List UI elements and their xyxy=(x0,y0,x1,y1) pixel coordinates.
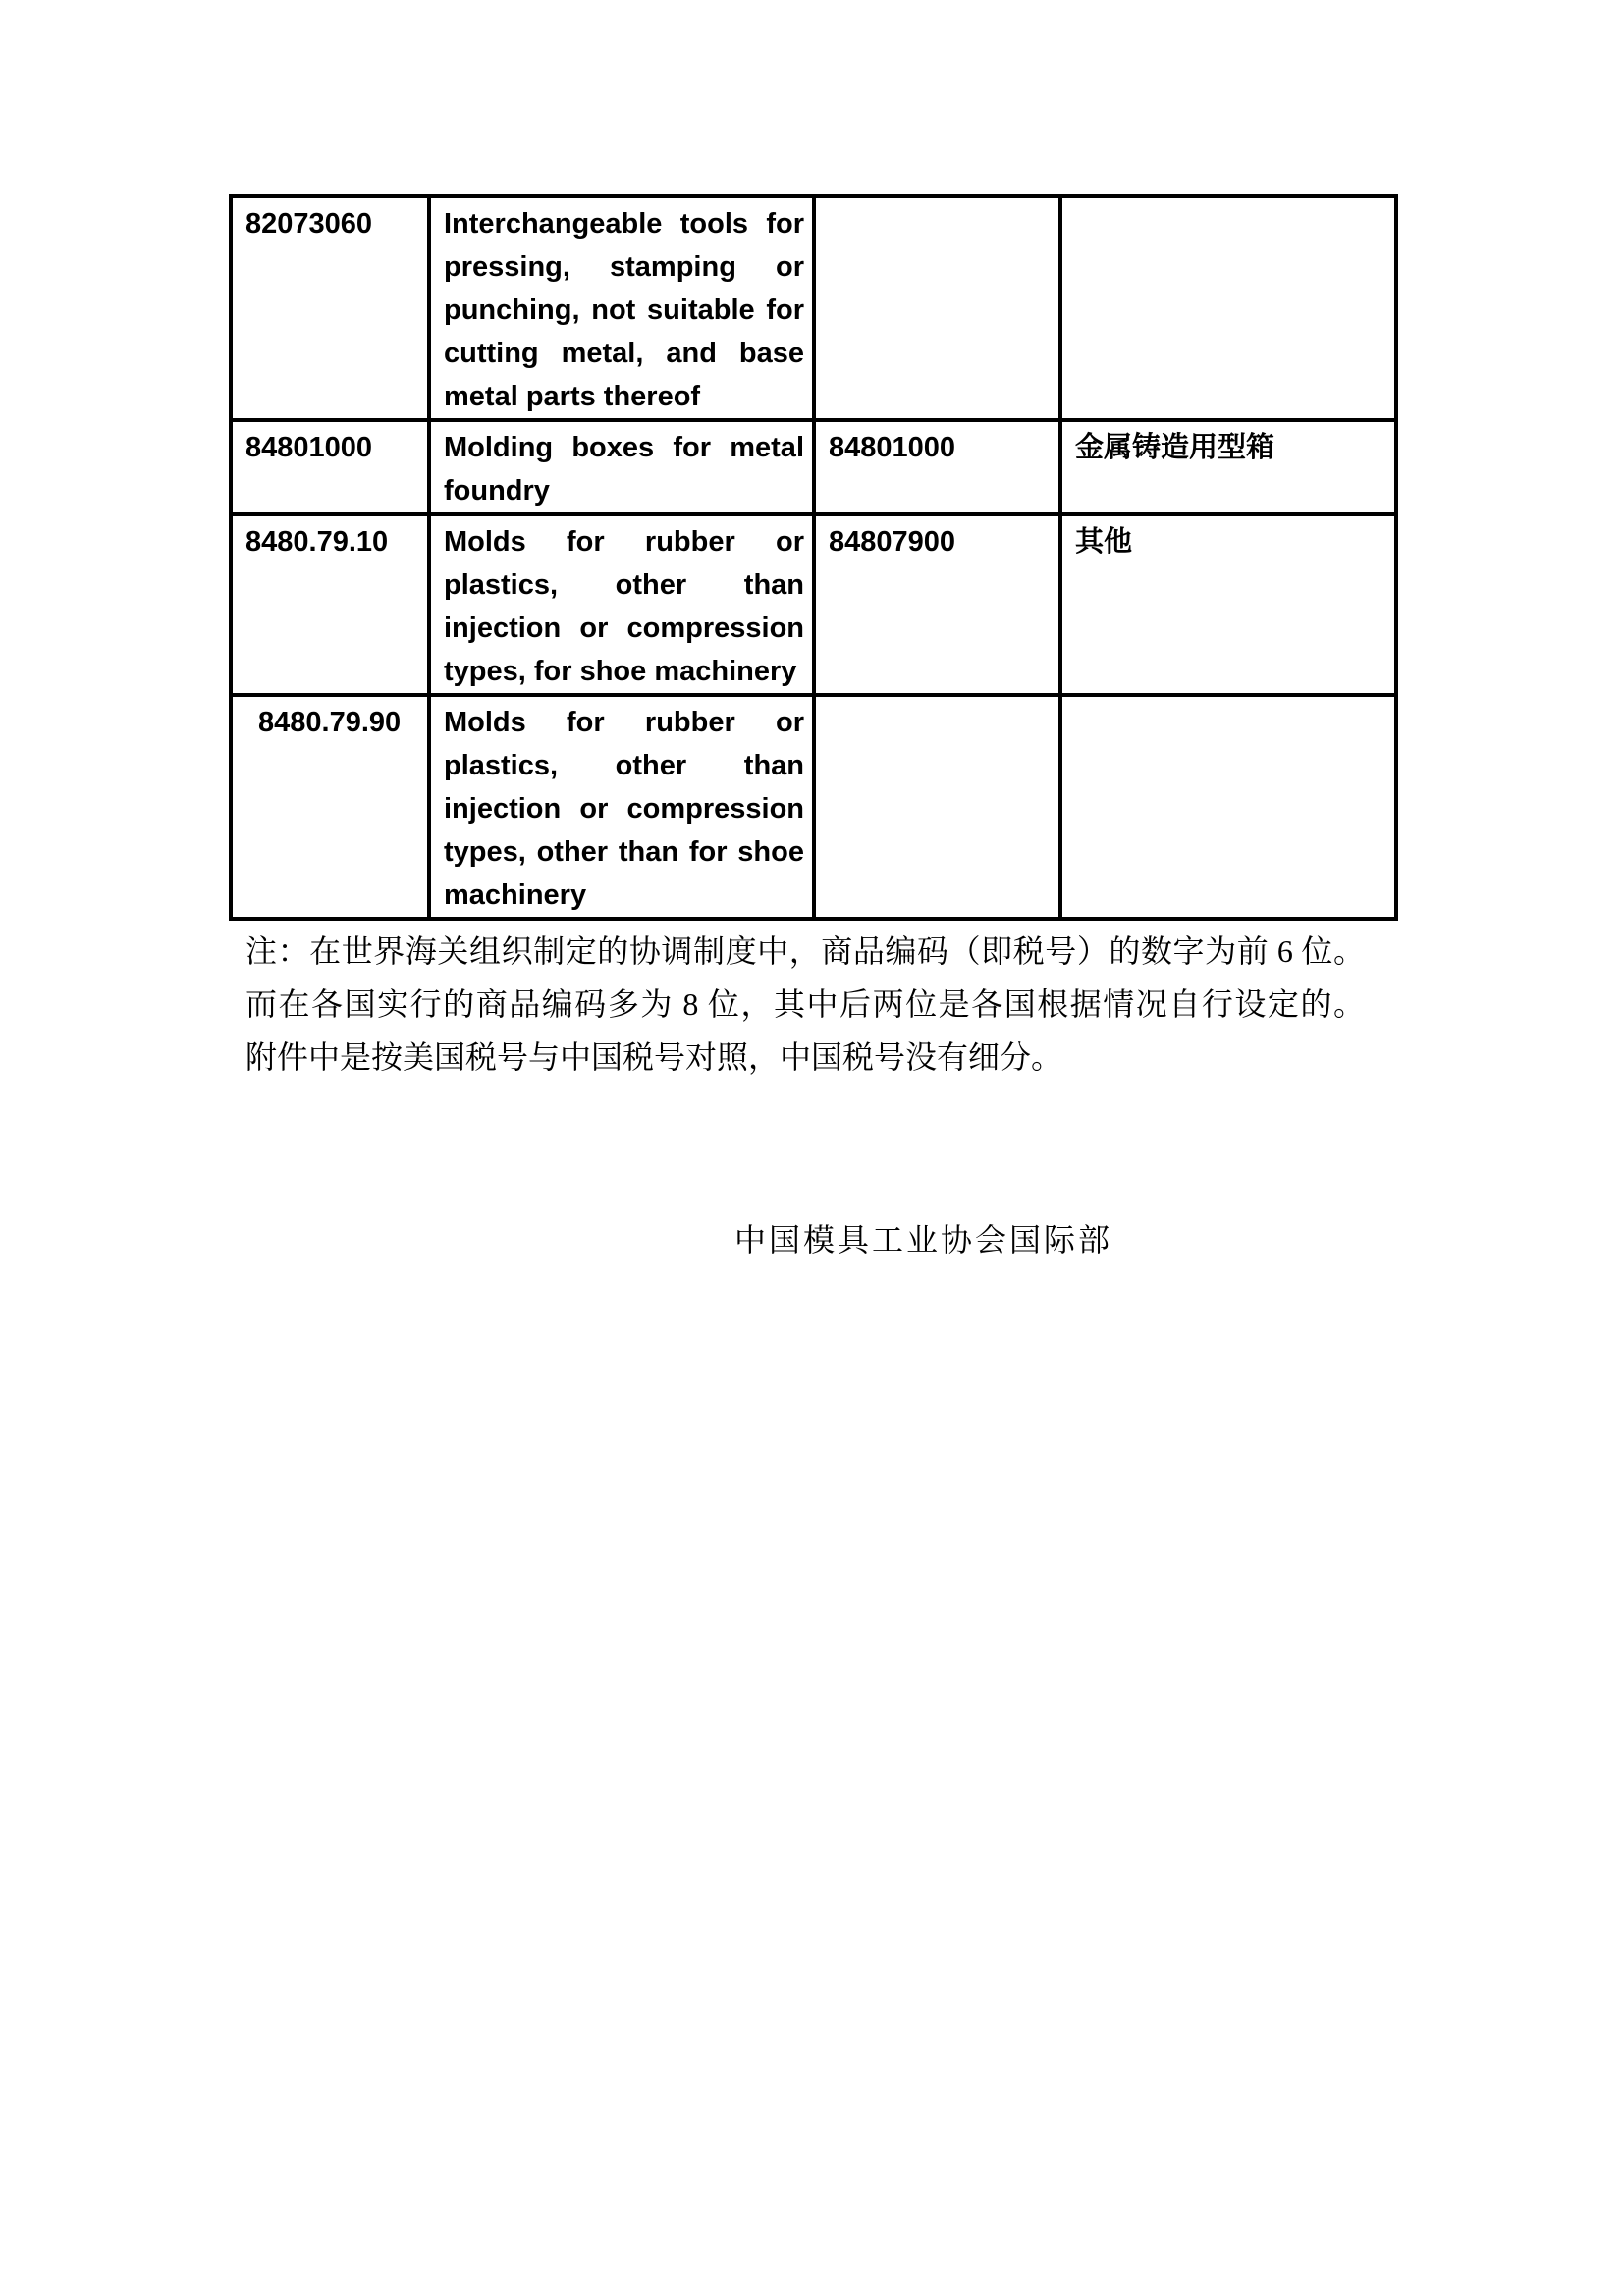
us-description-cell: Interchangeable tools for pressing, stamping or punching, not suitable for cutting metal, and base metal parts thereof xyxy=(429,196,814,420)
cn-code-cell: 84801000 xyxy=(814,420,1060,514)
cn-code-cell xyxy=(814,196,1060,420)
us-code-cell: 8480.79.90 xyxy=(231,695,429,919)
us-code-cell: 8480.79.10 xyxy=(231,514,429,695)
cn-code-cell xyxy=(814,695,1060,919)
us-code-cell: 82073060 xyxy=(231,196,429,420)
table-row xyxy=(231,695,1396,919)
cn-description-cell xyxy=(1060,695,1396,919)
table-row xyxy=(231,196,1396,420)
table-row xyxy=(231,514,1396,695)
signature-line: 中国模具工业协会国际部 xyxy=(734,1222,1113,1257)
cn-code-cell: 84807900 xyxy=(814,514,1060,695)
us-description-cell: Molds for rubber or plastics, other than injection or compression types, for shoe machinery xyxy=(429,514,814,695)
cn-description-cell: 其他 xyxy=(1060,514,1396,695)
cn-description-cell: 金属铸造用型箱 xyxy=(1060,420,1396,514)
hs-code-comparison-table xyxy=(229,194,1398,921)
note-line-1: 注：在世界海关组织制定的协调制度中，商品编码（即税号）的数字为前 6 位。 xyxy=(245,934,1365,969)
us-description-cell: Molds for rubber or plastics, other than injection or compression types, other than for shoe machinery xyxy=(429,695,814,919)
table-row xyxy=(231,420,1396,514)
us-code-cell: 84801000 xyxy=(231,420,429,514)
note-paragraph xyxy=(245,925,1365,1084)
note-line-3: 附件中是按美国税号与中国税号对照，中国税号没有细分。 xyxy=(245,1040,1063,1075)
us-description-cell: Molding boxes for metal foundry xyxy=(429,420,814,514)
cn-description-cell xyxy=(1060,196,1396,420)
note-line-2: 而在各国实行的商品编码多为 8 位，其中后两位是各国根据情况自行设定的。 xyxy=(245,987,1365,1022)
